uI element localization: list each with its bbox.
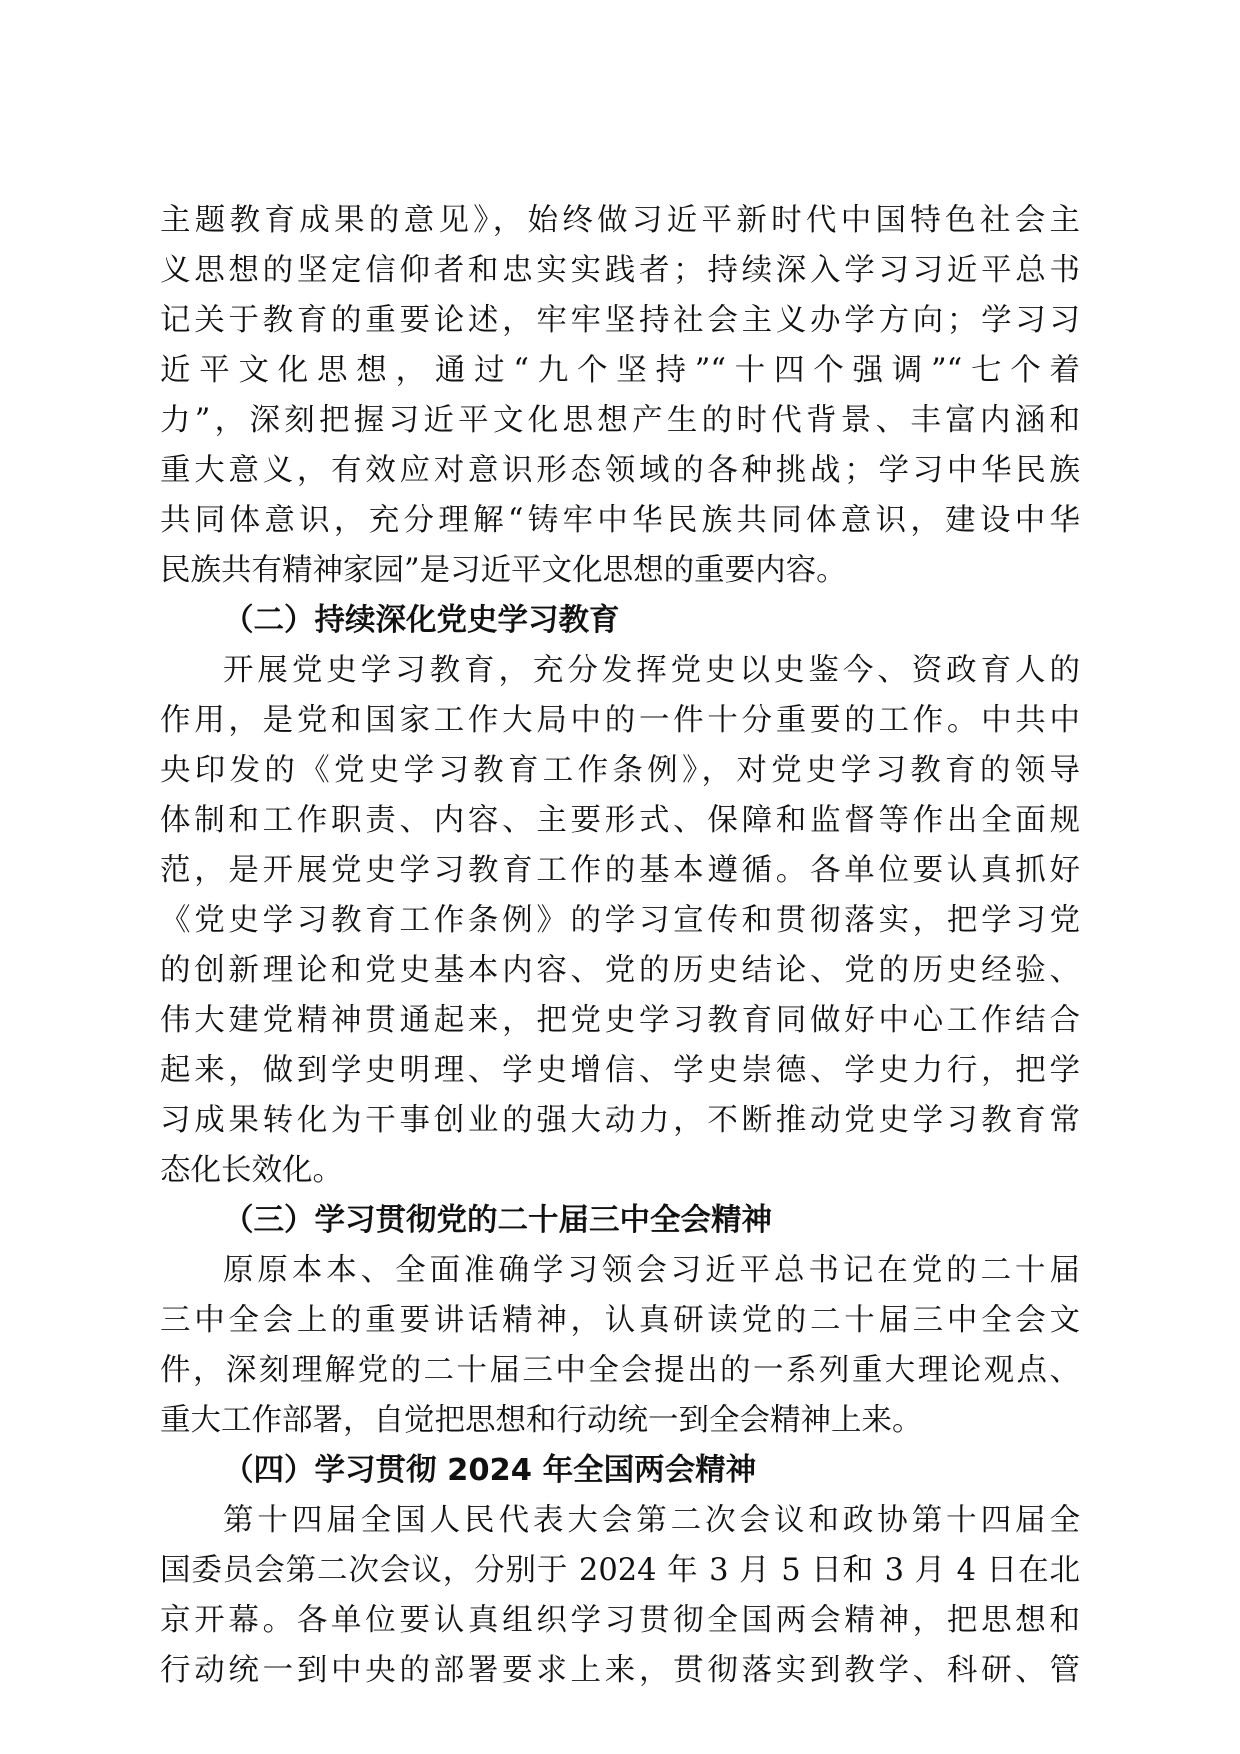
paragraph-line: 近平文化思想，通过“九个坚持”“十四个强调”“七个着 — [160, 353, 1080, 388]
paragraph-line: 开展党史学习教育，充分发挥党史以史鉴今、资政育人的 — [223, 653, 1080, 688]
section-heading: （二）持续深化党史学习教育 — [223, 603, 620, 638]
paragraph-line: 重大意义，有效应对意识形态领域的各种挑战；学习中华民族 — [160, 453, 1080, 488]
paragraph-line: 京开幕。各单位要认真组织学习贯彻全国两会精神，把思想和 — [160, 1603, 1080, 1638]
section-heading: （三）学习贯彻党的二十届三中全会精神 — [223, 1203, 772, 1238]
paragraph-line: 的创新理论和党史基本内容、党的历史结论、党的历史经验、 — [160, 953, 1080, 988]
paragraph-line: 央印发的《党史学习教育工作条例》，对党史学习教育的领导 — [160, 753, 1080, 788]
paragraph-line: 主题教育成果的意见》，始终做习近平新时代中国特色社会主 — [160, 203, 1080, 238]
paragraph-line: 义思想的坚定信仰者和忠实实践者；持续深入学习习近平总书 — [160, 253, 1080, 288]
paragraph-line: 体制和工作职责、内容、主要形式、保障和监督等作出全面规 — [160, 803, 1080, 838]
paragraph-line: 三中全会上的重要讲话精神，认真研读党的二十届三中全会文 — [160, 1303, 1080, 1338]
paragraph-line: 态化长效化。 — [160, 1153, 343, 1188]
section-heading: （四）学习贯彻 2024 年全国两会精神 — [223, 1453, 757, 1488]
paragraph-line: 《党史学习教育工作条例》的学习宣传和贯彻落实，把学习党 — [160, 903, 1080, 938]
paragraph — [160, 1496, 1080, 1696]
paragraph — [160, 1246, 1080, 1446]
paragraph-line: 范，是开展党史学习教育工作的基本遵循。各单位要认真抓好 — [160, 853, 1080, 888]
paragraph-line: 伟大建党精神贯通起来，把党史学习教育同做好中心工作结合 — [160, 1003, 1080, 1038]
paragraph-line: 起来，做到学史明理、学史增信、学史崇德、学史力行，把学 — [160, 1053, 1080, 1088]
paragraph-line: 共同体意识，充分理解“铸牢中华民族共同体意识，建设中华 — [160, 503, 1080, 538]
paragraph-line: 原原本本、全面准确学习领会习近平总书记在党的二十届 — [223, 1253, 1080, 1288]
paragraph-line: 第十四届全国人民代表大会第二次会议和政协第十四届全 — [223, 1503, 1080, 1538]
paragraph-line: 行动统一到中央的部署要求上来，贯彻落实到教学、科研、管 — [160, 1653, 1080, 1688]
paragraph-line: 国委员会第二次会议，分别于 2024 年 3 月 5 日和 3 月 4 日在北 — [160, 1553, 1080, 1588]
paragraph-line: 记关于教育的重要论述，牢牢坚持社会主义办学方向；学习习 — [160, 303, 1080, 338]
paragraph — [160, 646, 1080, 1196]
paragraph — [160, 196, 1080, 596]
paragraph-line: 民族共有精神家园”是习近平文化思想的重要内容。 — [160, 553, 847, 588]
paragraph-line: 重大工作部署，自觉把思想和行动统一到全会精神上来。 — [160, 1403, 923, 1438]
paragraph-line: 习成果转化为干事创业的强大动力，不断推动党史学习教育常 — [160, 1103, 1080, 1138]
paragraph-line: 作用，是党和国家工作大局中的一件十分重要的工作。中共中 — [160, 703, 1080, 738]
paragraph-line: 件，深刻理解党的二十届三中全会提出的一系列重大理论观点、 — [160, 1353, 1080, 1388]
paragraph-line: 力”，深刻把握习近平文化思想产生的时代背景、丰富内涵和 — [160, 403, 1080, 438]
